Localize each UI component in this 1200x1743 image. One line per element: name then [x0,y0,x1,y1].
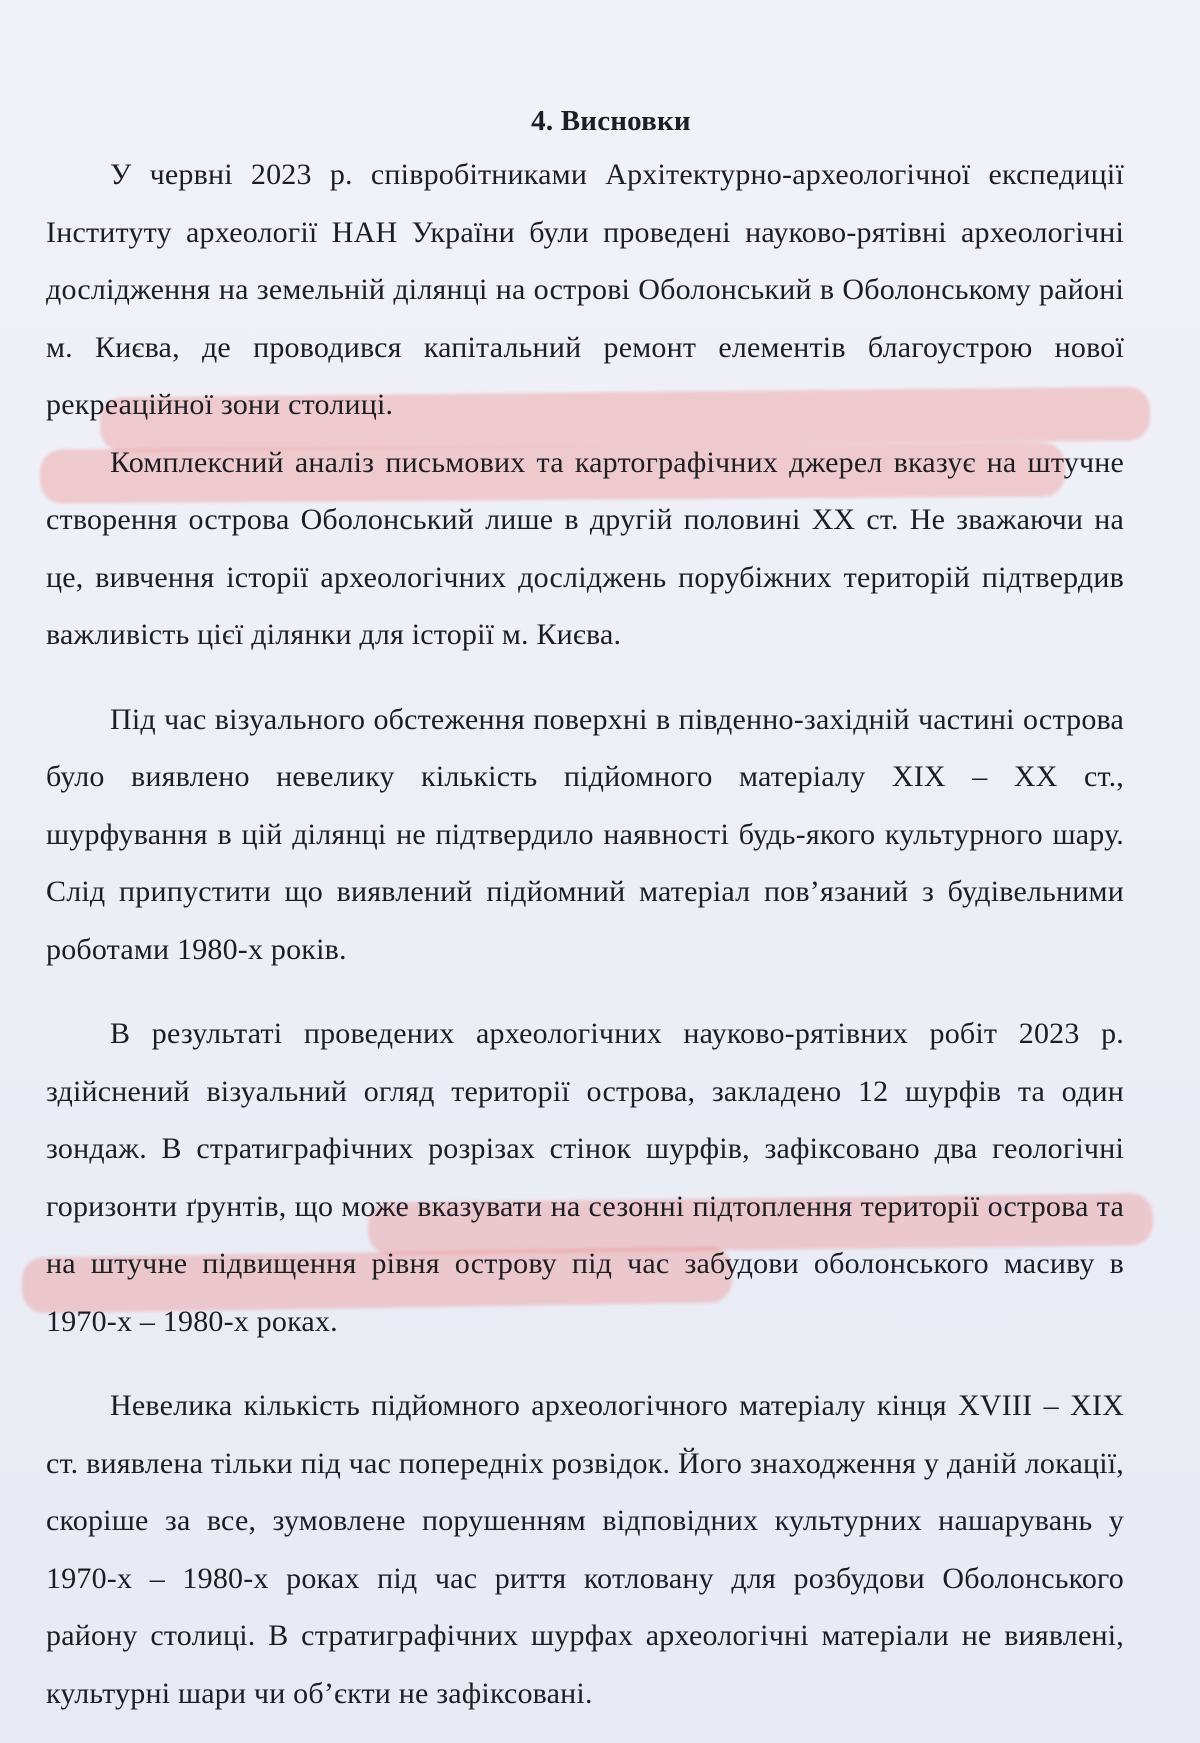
paragraph-finds: Невелика кількість підйомного археологічного матеріалу кінця XVIII – XIX ст. виявлена тільки під час попередніх розвідок. Його знаходження у даній локації, скоріше за все, зумовлене порушенням відповідних культурних нашарувань у 1970-х – 1980-х роках під час риття котловану для розбудови Оболонського району столиці. В стратиграфічних шурфах археологічні матеріали не виявлені, культурні шари чи об’єкти не зафіксовані. [46,1389,1124,1710]
paragraph-visual-survey: Під час візуального обстеження поверхні в південно-західній частині острова було виявлено невелику кількість підйомного матеріалу XIX – XX ст., шурфування в цій ділянці не підтвердило наявності будь-якого культурного шару. Слід припустити що виявлений підйомний матеріал пов’язаний з будівельними роботами 1980-х років. [46,702,1124,966]
paragraph-intro: У червні 2023 р. співробітниками Архітектурно-археологічної експедиції Інституту археології НАН України були проведені науково-рятівні археологічні дослідження на земельній ділянці на острові Оболонський в Оболонському районі м. Києва, де проводився капітальний ремонт елементів благоустрою нової рекреаційної зони столиці. [46,158,1124,421]
document-body [46,96,1124,1722]
paragraph-results: В результаті проведених археологічних науково-рятівних робіт 2023 р. здійснений візуальний огляд території острова, закладено 12 шурфів та один зондаж. В стратиграфічних розрізах стінок шурфів, зафіксовано два геологічні горизонти ґрунтів, що може вказувати на сезонні підтоплення території острова та на штучне підвищення рівня острову під час забудови оболонського масиву в 1970-х – 1980-х роках. [46,1017,1124,1338]
section-heading: 4. Висновки [531,105,691,137]
paragraph-sources-analysis: Комплексний аналіз письмових та картографічних джерел вказує на штучне створення острова Оболонський лише в другій половині XX ст. Не зважаючи на це, вивчення історії археологічних досліджень порубіжних територій підтвердив важливість цієї ділянки для історії м. Києва. [46,445,1124,651]
